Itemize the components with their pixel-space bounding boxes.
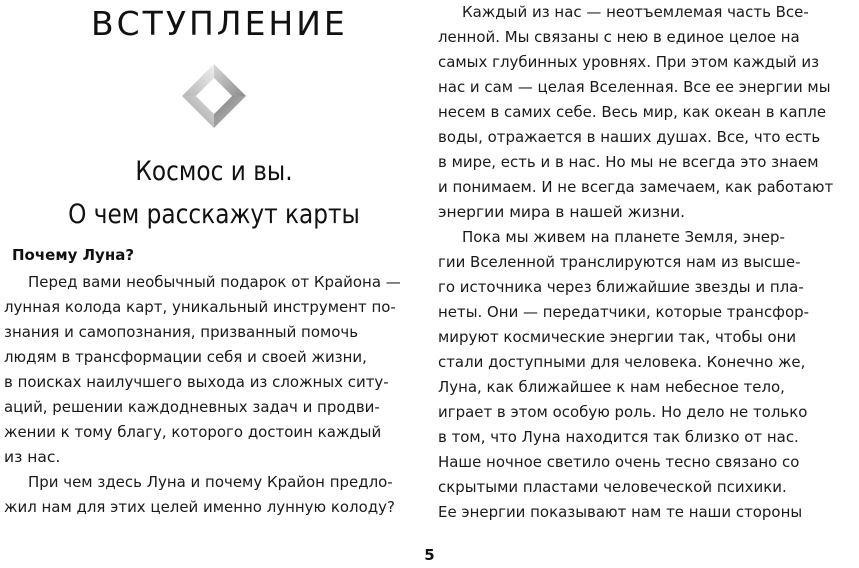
paragraph-line: Луна, как ближайшее к нам небесное тело, <box>438 378 785 396</box>
paragraph-line: скрытыми пластами человеческой психики. <box>438 478 787 496</box>
paragraph-line: знания и самопознания, призванный помочь <box>4 323 359 341</box>
paragraph-line: го источника через ближайшие звезды и пла- <box>438 278 804 296</box>
chapter-title: ВСТУПЛЕНИЕ <box>91 4 348 43</box>
paragraph-line: играет в этом особую роль. Но дело не только <box>438 403 808 421</box>
paragraph-line: жил нам для этих целей именно лунную колоду? <box>4 498 395 516</box>
paragraph-line: Перед вами необычный подарок от Крайона — <box>28 273 401 291</box>
paragraph-line: несем в самих себе. Весь мир, как океан в капле <box>438 103 827 121</box>
section-title <box>56 150 372 236</box>
paragraph-line: Каждый из нас — неотъемлемая часть Все- <box>462 3 809 21</box>
paragraph-line: Наше ночное светило очень тесно связано со <box>438 453 800 471</box>
paragraph-line: неты. Они — передатчики, которые трансфор- <box>438 303 809 321</box>
paragraph-line: мируют космические энергии так, чтобы они <box>438 328 797 346</box>
paragraph-line: жении к тому благу, которого достоин каждый <box>4 423 382 441</box>
paragraph-line: в мире, есть и в нас. Но мы не всегда это знаем <box>438 153 819 171</box>
paragraph-line: энергии мира в нашей жизни. <box>438 203 686 221</box>
paragraph-line: Пока мы живем на планете Земля, энер- <box>462 228 785 246</box>
paragraph-line: ленной. Мы связаны с нею в единое целое на <box>438 28 800 46</box>
paragraph-line: в поисках наилучшего выхода из сложных ситу- <box>4 373 389 391</box>
paragraph-line: При чем здесь Луна и почему Крайон предло- <box>28 473 393 491</box>
paragraph-line: гии Вселенной транслируются нам из высше- <box>438 253 801 271</box>
paragraph-line: аций, решении каждодневных задач и продви- <box>4 398 380 416</box>
diamond-ornament-icon <box>180 62 248 130</box>
subhead: Почему Луна? <box>12 246 135 264</box>
paragraph-line: лунная колода карт, уникальный инструмент по- <box>4 298 396 316</box>
paragraph-line: самых глубинных уровнях. При этом каждый из <box>438 53 820 71</box>
paragraph-line: воды, отражается в наших душах. Все, что есть <box>438 128 821 146</box>
section-title-line-2: О чем расскажут карты <box>68 199 360 230</box>
paragraph-line: из нас. <box>4 448 61 466</box>
page-number: 5 <box>424 546 435 564</box>
paragraph-line: нас и сам — целая Вселенная. Все ее энергии мы <box>438 78 831 96</box>
section-title-line-1: Космос и вы. <box>135 156 293 187</box>
paragraph-line: в том, что Луна находится так близко от нас. <box>438 428 799 446</box>
paragraph-line: Ее энергии показывают нам те наши стороны <box>438 503 803 521</box>
paragraph-line: стали доступными для человека. Конечно же, <box>438 353 806 371</box>
paragraph-line: людям в трансформации себя и своей жизни, <box>4 348 367 366</box>
paragraph-line: и понимаем. И не всегда замечаем, как работают <box>438 178 834 196</box>
